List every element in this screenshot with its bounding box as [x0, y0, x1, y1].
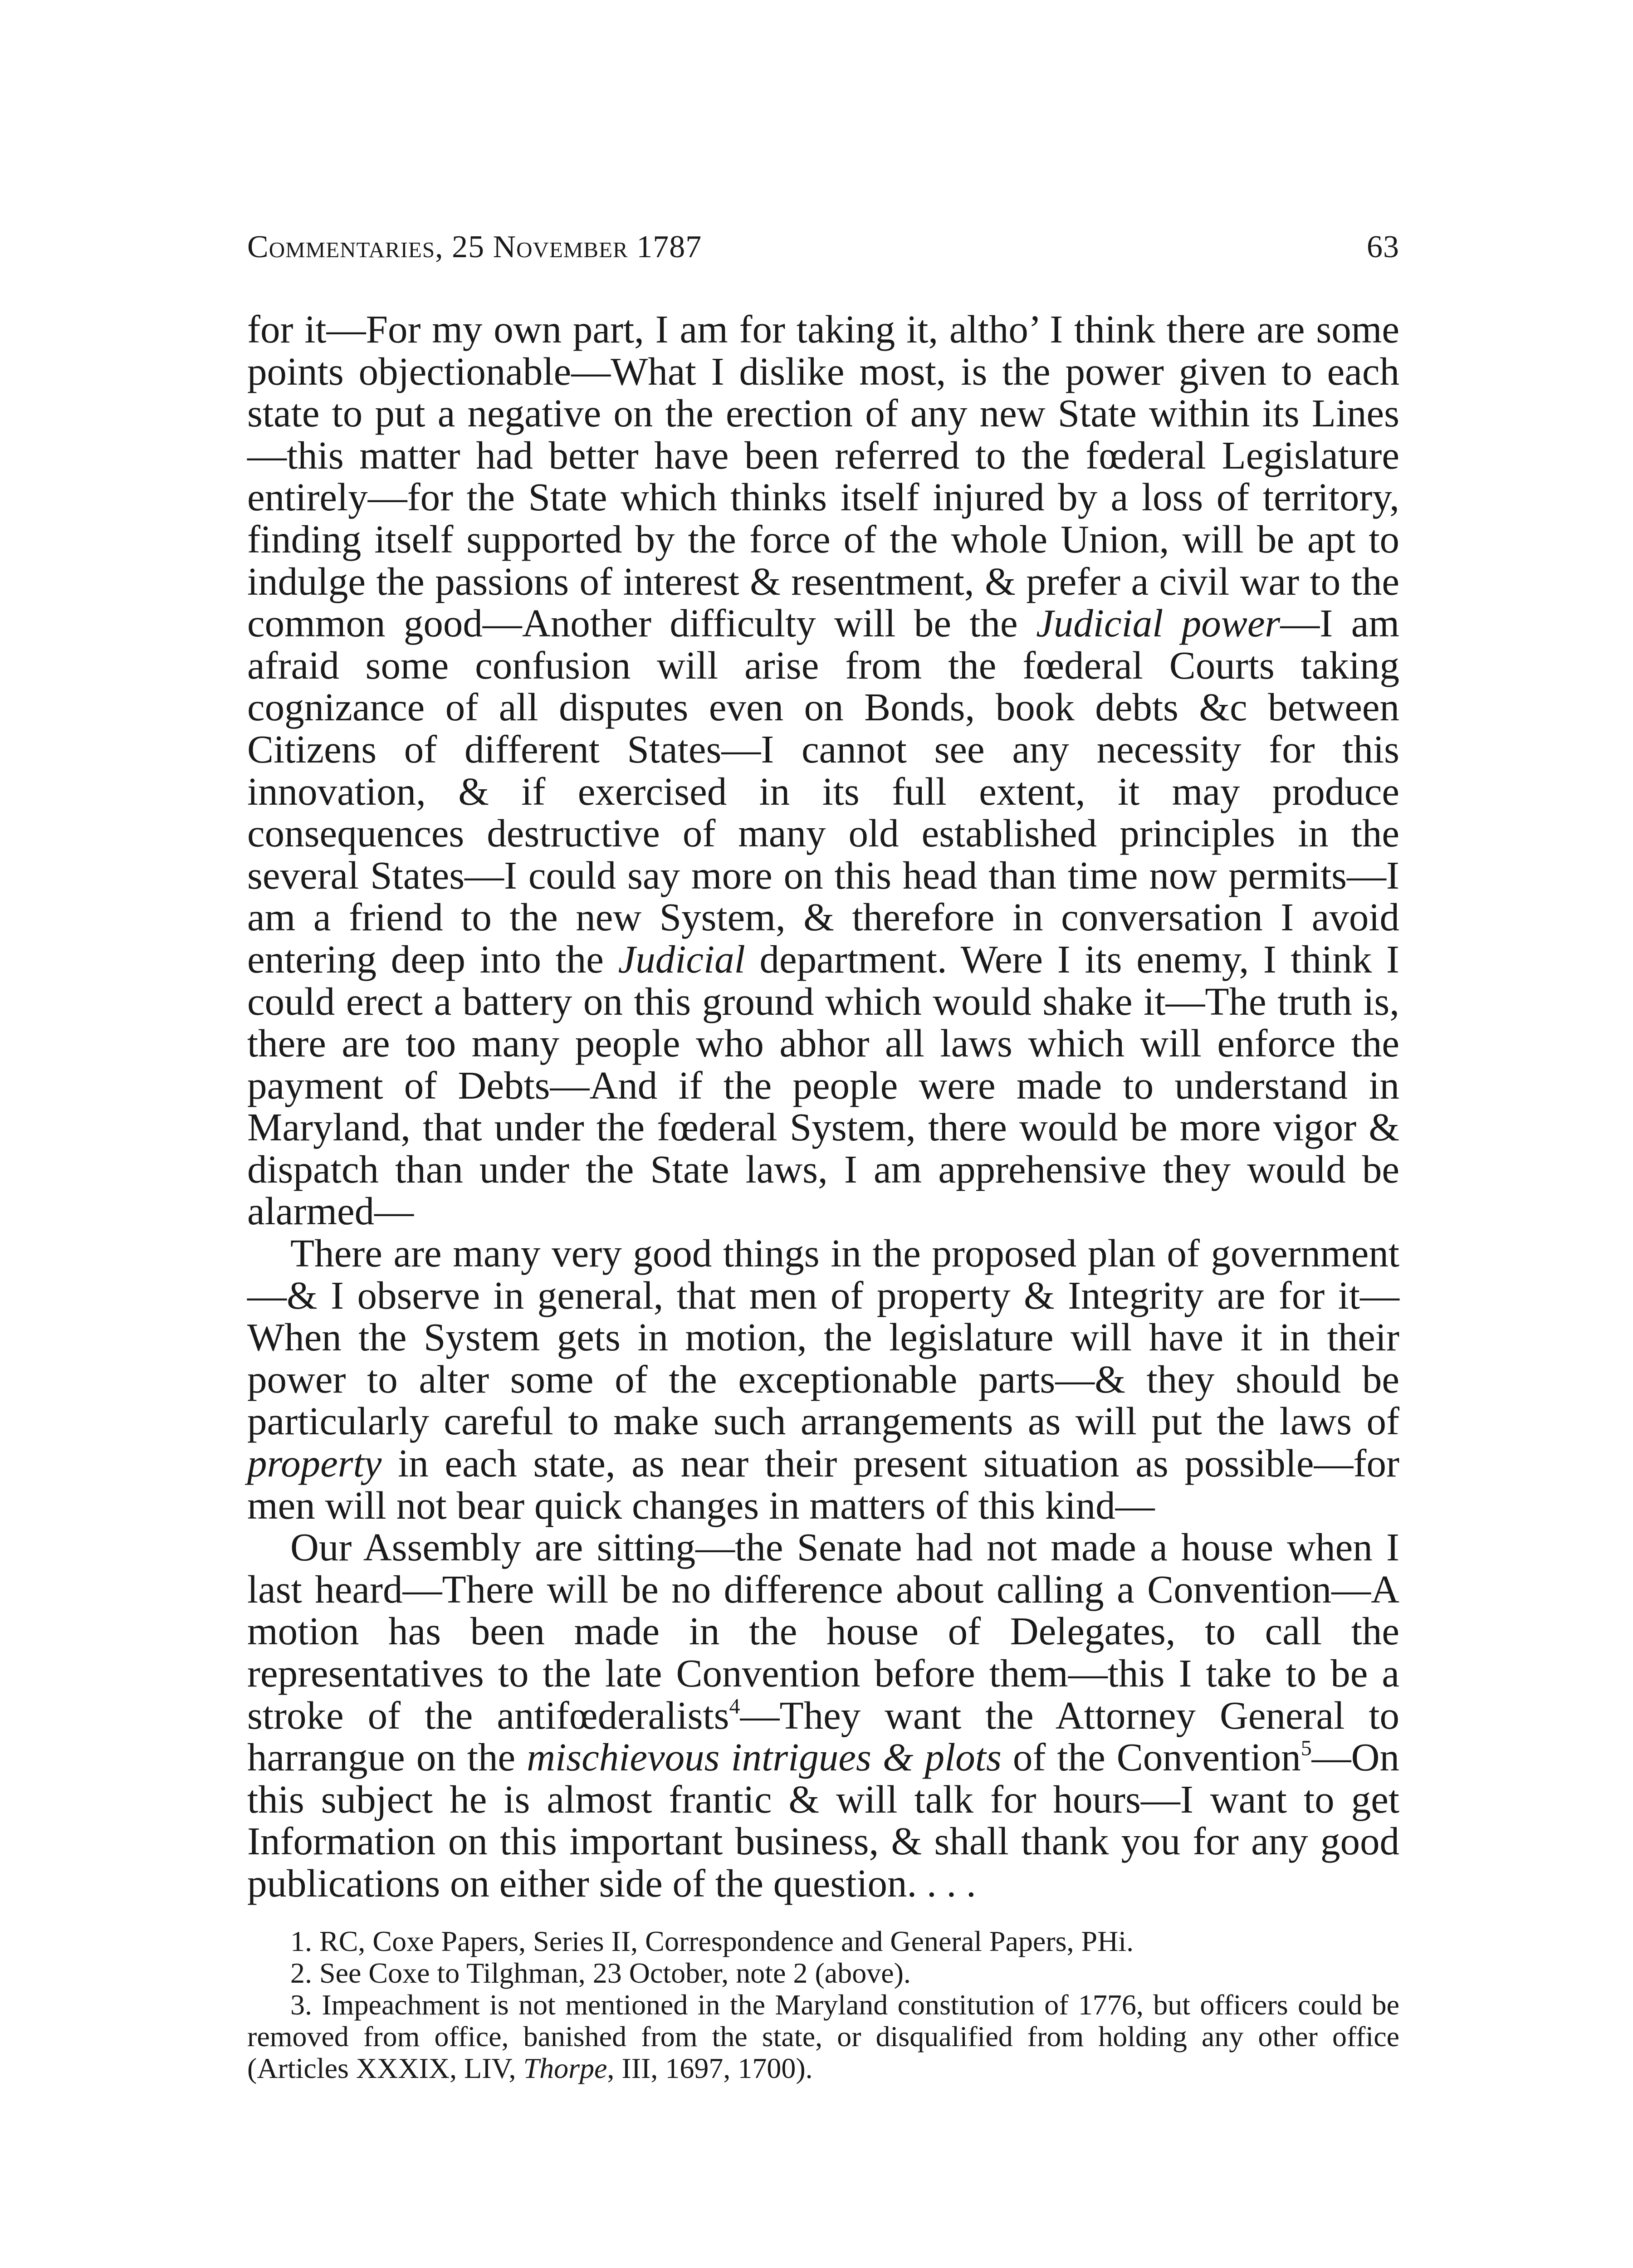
footnote-2: 2. See Coxe to Tilghman, 23 October, note 2 (above). [290, 1957, 911, 1989]
paragraph-2-text-2: in each state, as near their present situation as possible—for men will not bear quick changes in matters of this kind— [247, 1441, 1399, 1527]
footnote-1: 1. RC, Coxe Papers, Series II, Correspondence and General Papers, PHi. [290, 1925, 1134, 1957]
paragraph-1-italic-2: Judicial [618, 937, 745, 981]
paragraph-3 [247, 1526, 1399, 1904]
paragraph-1-text-2: —I am afraid some confusion will arise from the fœderal Courts taking cognizance of all disputes even on Bonds, book debts &c between Citizens of different States—I cannot see any necessity for this innovation, & if exercised in its full extent, it may produce consequences destructive of many old established principles in the several States—I could say more on this head than time now permits—I am a friend to the new System, & therefore in conversation I avoid entering deep into the [247, 601, 1399, 981]
paragraph-1-text-1: for it—For my own part, I am for taking it, altho’ I think there are some points objectionable—What I dislike most, is the power given to each state to put a negative on the erection of any new State within its Lines—this matter had better have been referred to the fœderal Legislature entirely—for the State which thinks itself injured by a loss of territory, finding itself supported by the force of the whole Union, will be apt to indulge the passions of interest & resentment, & prefer a civil war to the common good—Another difficulty will be the [247, 307, 1399, 645]
footnote-ref-5[interactable]: 5 [1301, 1736, 1312, 1760]
paragraph-1-italic-1: Judicial power [1036, 601, 1281, 645]
paragraph-3-text-4: —On this subject he is almost frantic & will talk for hours—I want to get Information on this important business, & shall thank you for any good publications on either side of the question. . . . [247, 1735, 1400, 1905]
paragraph-3-text-1: Our Assembly are sitting—the Senate had not made a house when I last heard—There will be no difference about calling a Convention—A motion has been made in the house of Delegates, to call the representatives to the late Convention before them—this I take to be a stroke of the antifœderalists [247, 1525, 1399, 1737]
footnote-3-text-2: , III, 1697, 1700). [607, 2052, 813, 2084]
paragraph-2-italic-1: property [247, 1441, 382, 1486]
paragraph-1-text-3: department. Were I its enemy, I think I could erect a battery on this ground which would shake it—The truth is, there are too many people who abhor all laws which will enforce the payment of Debts—And if the people were made to understand in Maryland, that under the fœderal System, there would be more vigor & dispatch than under the State laws, I am apprehensive they would be alarmed— [247, 937, 1399, 1233]
running-head: Commentaries, 25 November 1787 [247, 230, 702, 264]
paragraph-3-text-3: of the Convention [1001, 1735, 1301, 1779]
paragraph-2-text-1: There are many very good things in the proposed plan of government—& I observe in general, that men of property & Integrity are for it—When the System gets in motion, the legislature will have it in their power to alter some of the exceptionable parts—& they should be particularly careful to make such arrangements as will put the laws of [247, 1231, 1399, 1443]
footnote-ref-4[interactable]: 4 [729, 1694, 740, 1719]
paragraph-2 [247, 1232, 1399, 1526]
page-header [247, 229, 1399, 265]
paragraph-1 [247, 308, 1399, 1232]
footnotes [247, 1926, 1399, 2084]
footnote-3-text-1: 3. Impeachment is not mentioned in the Maryland constitution of 1776, but officers could be removed from office, banished from the state, or disqualified from holding any other office (Articles XXXIX, LIV, [247, 1989, 1399, 2084]
letter-text [247, 308, 1399, 1905]
footnote-3-italic-1: Thorpe [523, 2052, 607, 2084]
footnote-3 [247, 1989, 1399, 2084]
page-number: 63 [1367, 230, 1399, 264]
paragraph-3-text-2: —They want the Attorney General to harrangue on the [247, 1693, 1399, 1779]
paragraph-3-italic-1: mischievous intrigues & plots [527, 1735, 1002, 1779]
